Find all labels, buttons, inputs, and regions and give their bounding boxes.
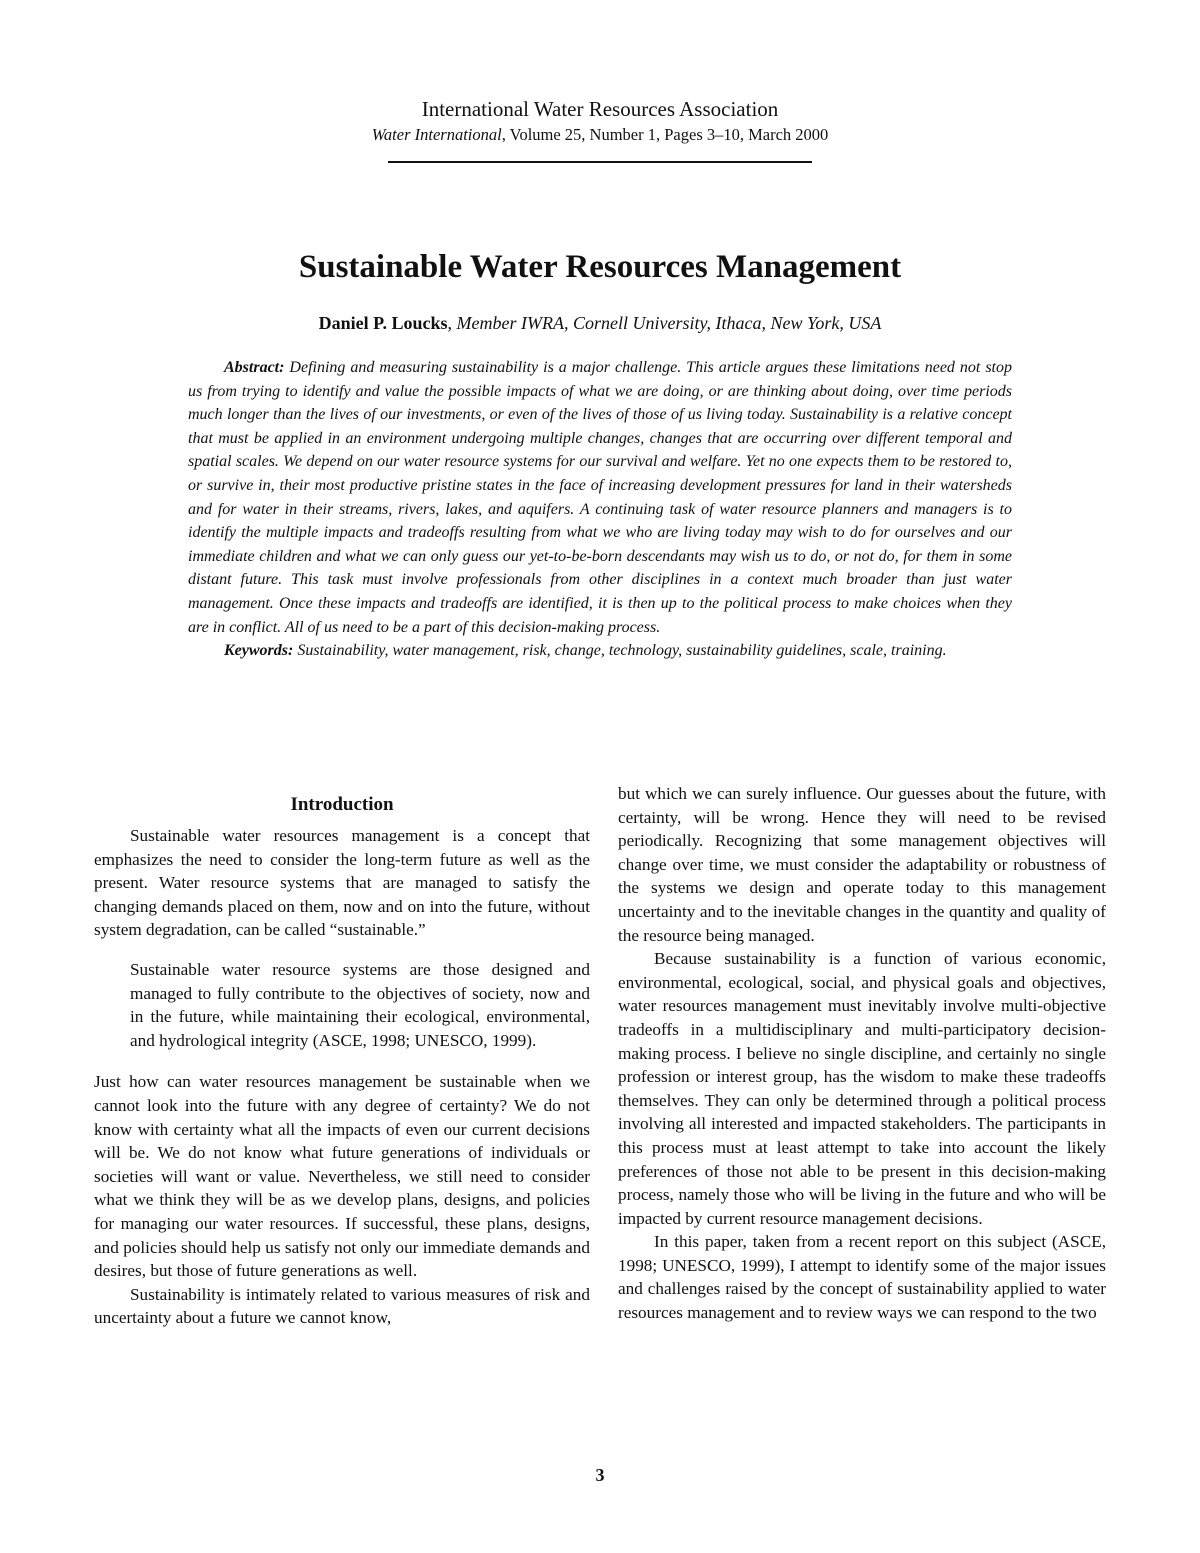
keywords-label: Keywords: bbox=[224, 642, 294, 660]
abstract bbox=[188, 356, 1012, 663]
author-name: Daniel P. Loucks bbox=[318, 313, 448, 333]
byline-separator: , bbox=[447, 313, 457, 333]
body-paragraph: In this paper, taken from a recent report on this subject (ASCE, 1998; UNESCO, 1999), I attempt to identify some of the major issues and challenges raised by the concept of sustainability applied to water resources management and to review ways we can respond to the two bbox=[618, 1232, 1106, 1323]
journal-name: Water International bbox=[371, 125, 502, 144]
right-column bbox=[618, 782, 1106, 1325]
abstract-paragraph bbox=[188, 356, 1012, 639]
body-paragraph: Because sustainability is a function of various economic, environmental, ecological, social, and physical goals and objectives, water resources management must inevitably involve multi-objective tradeoffs in a multidisciplinary and multi-participatory decision-making process. I believe no single discipline, and certainly no single profession or interest group, has the wisdom to make these tradeoffs themselves. They can only be determined through a political process involving all interested and impacted stakeholders. The participants in this process must at least attempt to take into account the likely preferences of those not able to be present in this decision-making process, namely those who will be living in the future and who will be impacted by current resource management decisions. bbox=[618, 949, 1106, 1228]
keywords-paragraph bbox=[188, 639, 1012, 663]
journal-citation bbox=[0, 124, 1200, 146]
article-title: Sustainable Water Resources Management bbox=[298, 249, 902, 285]
masthead bbox=[0, 96, 1200, 146]
section-heading-introduction: Introduction bbox=[290, 794, 394, 815]
left-column bbox=[94, 792, 590, 1330]
keywords-text: Sustainability, water management, risk, change, technology, sustainability guidelines, scale, training. bbox=[293, 642, 947, 660]
association-name: International Water Resources Association bbox=[421, 97, 779, 121]
journal-details: , Volume 25, Number 1, Pages 3–10, March 2000 bbox=[501, 125, 829, 144]
header-rule bbox=[388, 161, 812, 163]
body-paragraph: but which we can surely influence. Our guesses about the future, with certainty, will be wrong. Hence they will need to be revised periodically. Recognizing that some management objectives will change over time, we must consider the adaptability or robustness of the systems we design and operate today to this management uncertainty and to the inevitable changes in the quantity and quality of the resource being managed. bbox=[618, 784, 1106, 945]
abstract-label: Abstract: bbox=[224, 359, 285, 376]
abstract-text: Defining and measuring sustainability is a major challenge. This article argues these limitations need not stop us from trying to identify and value the possible impacts of what we are doing, or are thinking about doing, over time periods much longer than the lives of our investments, or even of the lives of those of us living today. Sustainability is a relative concept that must be applied in an environment undergoing multiple changes, changes that are occurring over different temporal and spatial scales. We depend on our water resource systems for our survival and welfare. Yet no one expects them to be restored to, or survive in, their most productive pristine states in the face of increasing development pressures for land in their watersheds and for water in their streams, rivers, lakes, and aquifers. A continuing task of water resource planners and managers is to identify the multiple impacts and tradeoffs resulting from what we who are living today may wish to do for ourselves and our immediate children and what we can only guess our yet-to-be-born descendants may wish us to do, or not do, for them in some distant future. This task must involve professionals from other disciplines in a context much broader than just water management. Once these impacts and tradeoffs are identified, it is then up to the political process to make choices when they are in conflict. All of us need to be a part of this decision-making process. bbox=[188, 359, 1012, 636]
author-affiliation: Member IWRA, Cornell University, Ithaca, New York, USA bbox=[456, 313, 882, 333]
body-paragraph: Sustainability is intimately related to various measures of risk and uncertainty about a future we cannot know, bbox=[94, 1284, 590, 1328]
body-paragraph: Just how can water resources management be sustainable when we cannot look into the future with any degree of certainty? We do not know with certainty what all the impacts of even our current decisions will be. We do not know what future generations of individuals or societies will want or value. Nevertheless, we still need to consider what we think they will be as we develop plans, designs, and policies for managing our water resources. If successful, these plans, designs, and policies should help us satisfy not only our immediate demands and desires, but those of future generations as well. bbox=[94, 1072, 590, 1281]
byline bbox=[0, 310, 1200, 336]
body-paragraph: Sustainable water resources management is a concept that emphasizes the need to consider the long-term future as well as the present. Water resource systems that are managed to satisfy the changing demands placed on them, now and on into the future, without system degradation, can be called “sustainable.” bbox=[94, 826, 590, 940]
block-quote: Sustainable water resource systems are those designed and managed to fully contribute to the objectives of society, now and in the future, while maintaining their ecological, environmental, and hydrological integrity (ASCE, 1998; UNESCO, 1999). bbox=[130, 959, 590, 1050]
page-number: 3 bbox=[595, 1465, 605, 1485]
